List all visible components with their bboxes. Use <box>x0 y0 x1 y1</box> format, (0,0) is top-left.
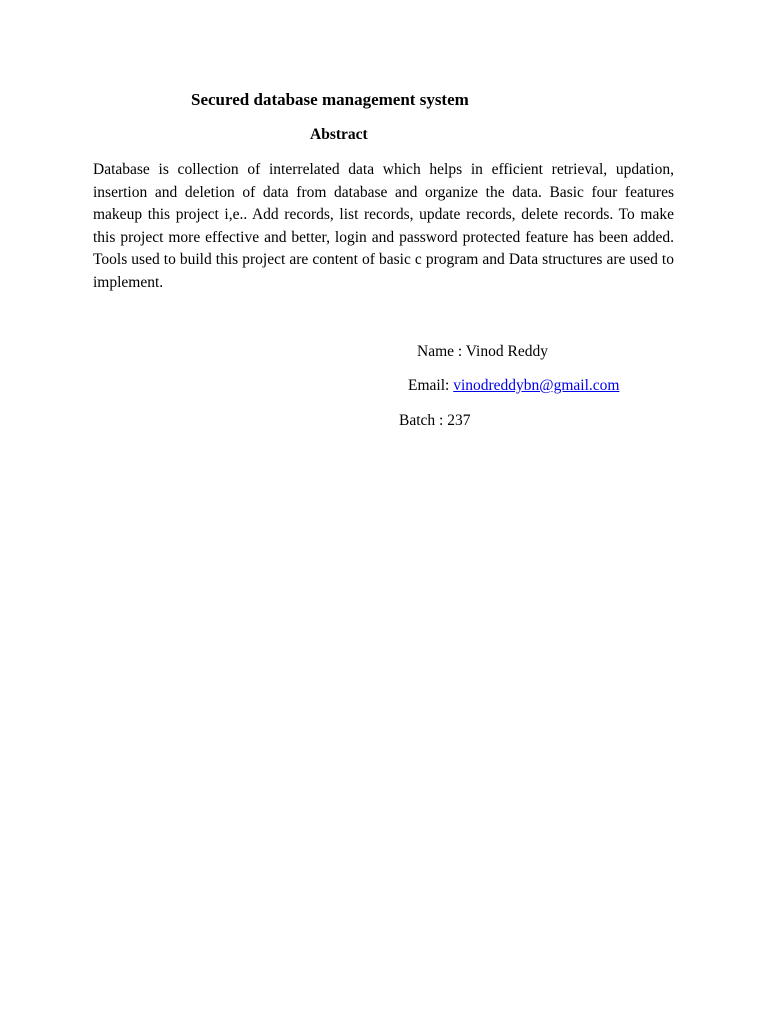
author-email-link[interactable]: vinodreddybn@gmail.com <box>453 377 620 394</box>
abstract-paragraph: Database is collection of interrelated data which helps in efficient retrieval, updation, insertion and deletion of data from database and organize the data. Basic four features makeup this project i,e.. Add records, list records, update records, delete records. To make this project more effective and better, login and password protected feature has been added. Tools used to build this project are content of basic c program and Data structures are used to implement. <box>93 161 674 291</box>
document-title: Secured database management system <box>191 90 469 109</box>
author-email-line <box>408 376 619 396</box>
author-name-label: Name : <box>417 343 466 360</box>
author-email-label: Email: <box>408 377 454 394</box>
abstract-heading: Abstract <box>310 126 368 143</box>
author-batch-value: 237 <box>447 412 471 429</box>
author-batch-line <box>399 411 470 431</box>
author-name-value: Vinod Reddy <box>465 343 548 360</box>
author-batch-label: Batch : <box>399 412 448 429</box>
author-name-line <box>417 342 548 362</box>
